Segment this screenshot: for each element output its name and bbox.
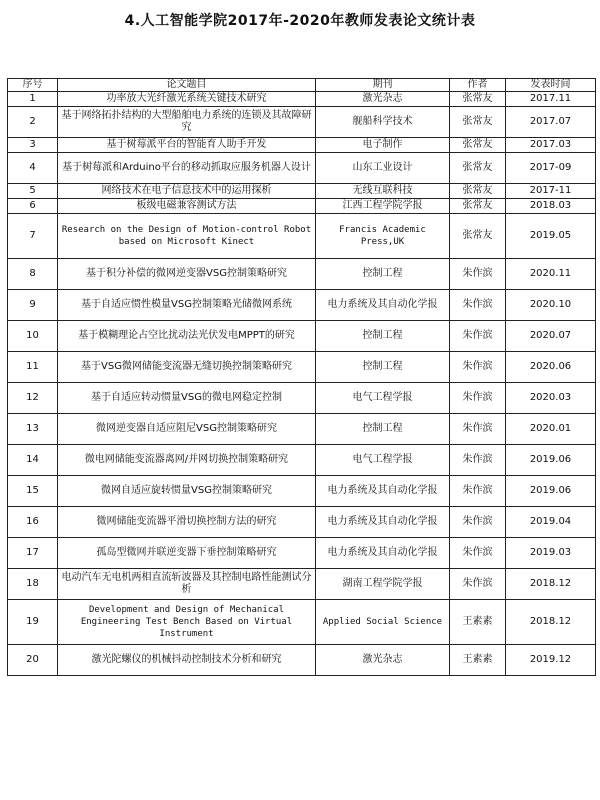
cell-date: 2017-09 [506, 153, 596, 184]
cell-author: 王素素 [450, 645, 506, 676]
cell-no: 12 [8, 383, 58, 414]
cell-date: 2019.03 [506, 538, 596, 569]
cell-journal: 湖南工程学院学报 [316, 569, 450, 600]
cell-no: 1 [8, 92, 58, 107]
cell-no: 15 [8, 476, 58, 507]
cell-no: 8 [8, 259, 58, 290]
cell-date: 2020.06 [506, 352, 596, 383]
cell-date: 2017.11 [506, 92, 596, 107]
table-row [8, 383, 596, 414]
cell-date: 2019.05 [506, 214, 596, 259]
cell-journal: 电力系统及其自动化学报 [316, 290, 450, 321]
cell-journal: 山东工业设计 [316, 153, 450, 184]
header-no: 序号 [8, 79, 58, 92]
header-title: 论文题目 [58, 79, 316, 92]
cell-date: 2017.03 [506, 138, 596, 153]
cell-date: 2020.01 [506, 414, 596, 445]
cell-no: 3 [8, 138, 58, 153]
cell-journal: Francis Academic Press,UK [316, 214, 450, 259]
cell-no: 4 [8, 153, 58, 184]
table-body [8, 92, 596, 676]
cell-journal: 江西工程学院学报 [316, 199, 450, 214]
cell-author: 张常友 [450, 214, 506, 259]
cell-title: 孤岛型微网并联逆变器下垂控制策略研究 [58, 538, 316, 569]
cell-author: 张常友 [450, 138, 506, 153]
cell-author: 张常友 [450, 153, 506, 184]
table-row [8, 476, 596, 507]
cell-title: 微网自适应旋转惯量VSG控制策略研究 [58, 476, 316, 507]
cell-title: 基于模糊理论占空比扰动法光伏发电MPPT的研究 [58, 321, 316, 352]
papers-table [7, 78, 596, 676]
cell-author: 朱作滨 [450, 445, 506, 476]
cell-journal: 电力系统及其自动化学报 [316, 538, 450, 569]
cell-author: 朱作滨 [450, 383, 506, 414]
cell-journal: 激光杂志 [316, 92, 450, 107]
cell-date: 2017.07 [506, 107, 596, 138]
table-row [8, 538, 596, 569]
cell-journal: 激光杂志 [316, 645, 450, 676]
table-row [8, 352, 596, 383]
cell-date: 2020.03 [506, 383, 596, 414]
cell-title: 基于自适应转动惯量VSG的微电网稳定控制 [58, 383, 316, 414]
cell-no: 5 [8, 184, 58, 199]
cell-date: 2020.10 [506, 290, 596, 321]
cell-title: 网络技术在电子信息技术中的运用探析 [58, 184, 316, 199]
cell-date: 2017-11 [506, 184, 596, 199]
cell-no: 7 [8, 214, 58, 259]
header-date: 发表时间 [506, 79, 596, 92]
table-row [8, 290, 596, 321]
cell-journal: 电力系统及其自动化学报 [316, 507, 450, 538]
cell-author: 张常友 [450, 199, 506, 214]
cell-journal: 无线互联科技 [316, 184, 450, 199]
table-row [8, 199, 596, 214]
cell-date: 2019.06 [506, 476, 596, 507]
cell-author: 张常友 [450, 107, 506, 138]
cell-author: 朱作滨 [450, 507, 506, 538]
page-title: 4.人工智能学院2017年-2020年教师发表论文统计表 [124, 13, 476, 29]
cell-title: 基于积分补偿的微网逆变器VSG控制策略研究 [58, 259, 316, 290]
cell-no: 19 [8, 600, 58, 645]
cell-title: 基于自适应惯性模量VSG控制策略光储微网系统 [58, 290, 316, 321]
table-row [8, 645, 596, 676]
table-row [8, 507, 596, 538]
cell-no: 6 [8, 199, 58, 214]
cell-journal: 舰船科学技术 [316, 107, 450, 138]
cell-author: 张常友 [450, 92, 506, 107]
cell-no: 18 [8, 569, 58, 600]
cell-date: 2019.04 [506, 507, 596, 538]
cell-date: 2018.12 [506, 600, 596, 645]
cell-title: 激光陀螺仪的机械抖动控制技术分析和研究 [58, 645, 316, 676]
table-row [8, 414, 596, 445]
table-row [8, 321, 596, 352]
cell-no: 16 [8, 507, 58, 538]
cell-journal: 控制工程 [316, 414, 450, 445]
cell-author: 王素素 [450, 600, 506, 645]
table-row [8, 92, 596, 107]
cell-date: 2020.07 [506, 321, 596, 352]
table-row [8, 569, 596, 600]
cell-journal: 控制工程 [316, 321, 450, 352]
cell-journal: 控制工程 [316, 259, 450, 290]
cell-author: 朱作滨 [450, 414, 506, 445]
cell-title: 基于网络拓扑结构的大型船舶电力系统的连锁及其故障研究 [58, 107, 316, 138]
cell-journal: 电气工程学报 [316, 445, 450, 476]
cell-author: 朱作滨 [450, 321, 506, 352]
cell-no: 20 [8, 645, 58, 676]
cell-no: 17 [8, 538, 58, 569]
cell-journal: 电力系统及其自动化学报 [316, 476, 450, 507]
cell-no: 9 [8, 290, 58, 321]
table-row [8, 184, 596, 199]
cell-no: 13 [8, 414, 58, 445]
table-row [8, 214, 596, 259]
cell-author: 朱作滨 [450, 476, 506, 507]
cell-date: 2019.06 [506, 445, 596, 476]
cell-journal: 电气工程学报 [316, 383, 450, 414]
cell-title: Development and Design of Mechanical Engineering Test Bench Based on Virtual Instrument [58, 600, 316, 645]
cell-title: 微网逆变器自适应阻尼VSG控制策略研究 [58, 414, 316, 445]
cell-author: 朱作滨 [450, 538, 506, 569]
cell-date: 2018.03 [506, 199, 596, 214]
cell-author: 朱作滨 [450, 290, 506, 321]
cell-date: 2019.12 [506, 645, 596, 676]
cell-author: 朱作滨 [450, 352, 506, 383]
cell-no: 11 [8, 352, 58, 383]
table-row [8, 107, 596, 138]
cell-date: 2018.12 [506, 569, 596, 600]
cell-title: 基于树莓派平台的智能育人助手开发 [58, 138, 316, 153]
cell-title: 板级电磁兼容测试方法 [58, 199, 316, 214]
table-row [8, 600, 596, 645]
cell-no: 2 [8, 107, 58, 138]
cell-journal: 控制工程 [316, 352, 450, 383]
cell-author: 朱作滨 [450, 259, 506, 290]
table-header-row [8, 79, 596, 92]
cell-author: 朱作滨 [450, 569, 506, 600]
cell-title: Research on the Design of Motion-control Robot based on Microsoft Kinect [58, 214, 316, 259]
cell-no: 10 [8, 321, 58, 352]
header-author: 作者 [450, 79, 506, 92]
cell-title: 微网储能变流器平滑切换控制方法的研究 [58, 507, 316, 538]
table-row [8, 138, 596, 153]
cell-title: 基于VSG微网储能变流器无缝切换控制策略研究 [58, 352, 316, 383]
cell-title: 功率放大光纤激光系统关键技术研究 [58, 92, 316, 107]
cell-date: 2020.11 [506, 259, 596, 290]
cell-journal: Applied Social Science [316, 600, 450, 645]
table-row [8, 153, 596, 184]
cell-no: 14 [8, 445, 58, 476]
cell-author: 张常友 [450, 184, 506, 199]
table-row [8, 259, 596, 290]
cell-title: 电动汽车无电机两相直流斩波器及其控制电路性能测试分析 [58, 569, 316, 600]
cell-journal: 电子制作 [316, 138, 450, 153]
table-row [8, 445, 596, 476]
cell-title: 基于树莓派和Arduino平台的移动抓取应服务机器人设计 [58, 153, 316, 184]
header-journal: 期刊 [316, 79, 450, 92]
cell-title: 微电网储能变流器离网/并网切换控制策略研究 [58, 445, 316, 476]
